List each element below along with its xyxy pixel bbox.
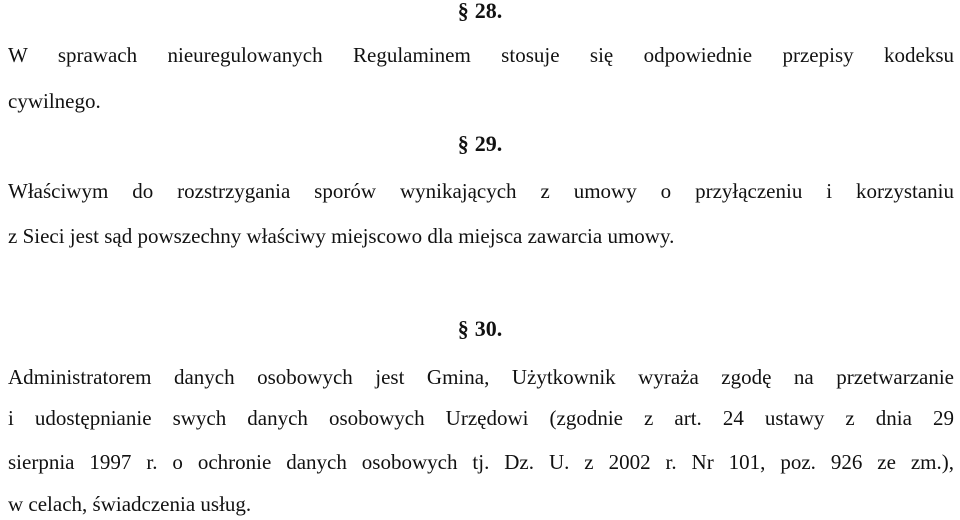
section-28-line-1: W sprawach nieuregulowanych Regulaminem stosuje się odpowiednie przepisy kodeksu — [8, 43, 954, 67]
section-30-line-3: sierpnia 1997 r. o ochronie danych osobowych tj. Dz. U. z 2002 r. Nr 101, poz. 926 ze zm.), — [8, 450, 954, 474]
section-symbol: § — [457, 0, 469, 23]
section-symbol: § — [457, 316, 469, 341]
section-29-line-1: Właściwym do rozstrzygania sporów wynikających z umowy o przyłączeniu i korzystaniu — [8, 179, 954, 203]
section-number: 29. — [474, 131, 503, 156]
section-30-line-1: Administratorem danych osobowych jest Gmina, Użytkownik wyraża zgodę na przetwarzanie — [8, 365, 954, 389]
section-29-heading — [0, 131, 960, 157]
section-30-heading — [0, 316, 960, 342]
section-28-line-2: cywilnego. — [8, 89, 101, 113]
section-number: 28. — [474, 0, 503, 23]
section-30-line-2: i udostępnianie swych danych osobowych Urzędowi (zgodnie z art. 24 ustawy z dnia 29 — [8, 406, 954, 430]
section-symbol: § — [457, 131, 469, 156]
section-30-line-4: w celach, świadczenia usług. — [8, 492, 252, 516]
section-28-heading — [0, 0, 960, 24]
section-number: 30. — [474, 316, 503, 341]
section-29-line-2: z Sieci jest sąd powszechny właściwy miejscowo dla miejsca zawarcia umowy. — [8, 224, 675, 248]
